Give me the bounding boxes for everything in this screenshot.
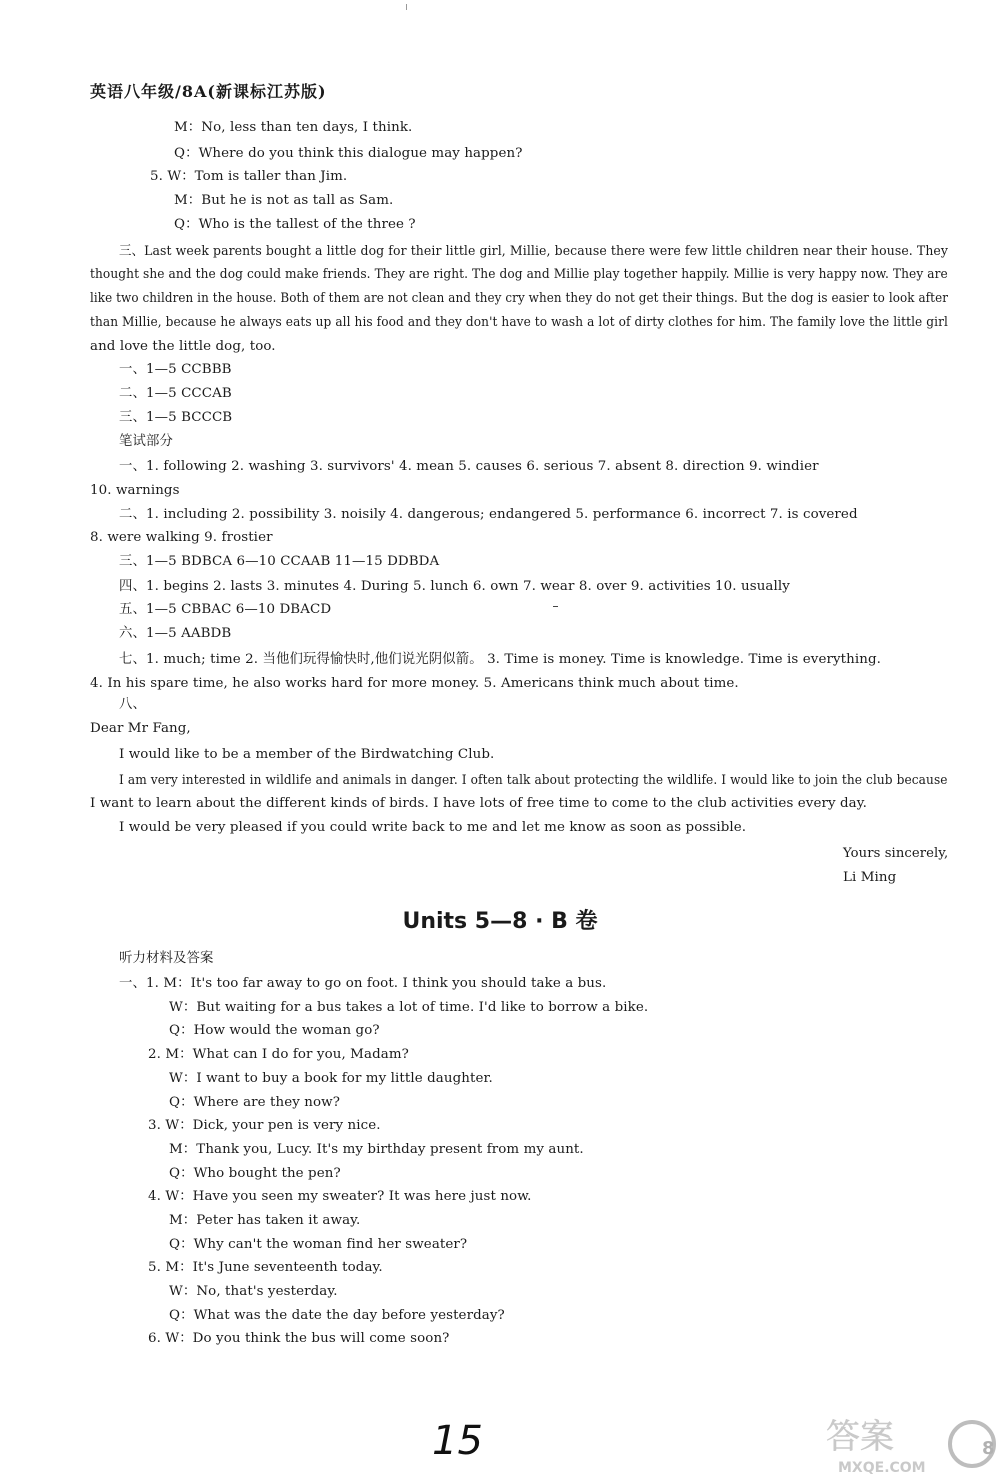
text-line: 3. W：Dick, your pen is very nice. [148, 1118, 381, 1133]
text-line: I want to learn about the different kinds of birds. I have lots of free time to come to the club activities every day. [90, 796, 868, 811]
text-line: 5. W：Tom is taller than Jim. [150, 169, 348, 184]
text-line: 三、1—5 BCCCB [119, 410, 233, 425]
text-line: M：But he is not as tall as Sam. [174, 193, 394, 208]
scan-tick-mark [406, 4, 407, 10]
text-line: Yours sincerely, [843, 846, 949, 861]
text-line: 笔试部分 [119, 434, 173, 449]
text-line: Dear Mr Fang, [90, 721, 191, 736]
watermark-logo [796, 1410, 1000, 1475]
text-line: 五、1—5 CBBAC 6—10 DBACD [119, 602, 332, 617]
text-line: 一、1. M：It's too far away to go on foot. I think you should take a bus. [119, 976, 607, 991]
text-line: W：But waiting for a bus takes a lot of time. I'd like to borrow a bike. [169, 1000, 649, 1015]
text-line: 6. W：Do you think the bus will come soon? [148, 1331, 450, 1346]
text-line: Q：Where are they now? [169, 1095, 341, 1110]
text-line: than Millie, because he always eats up all his food and they don't have to wash a lot of dirty clothes for him. The family love the little girl [90, 315, 948, 330]
text-line: M：Peter has taken it away. [169, 1213, 361, 1228]
text-line: 一、1—5 CCBBB [119, 362, 232, 377]
text-line: I would be very pleased if you could write back to me and let me know as soon as possible. [119, 820, 747, 835]
page-header: 英语八年级/8A(新课标江苏版) [90, 82, 327, 101]
section-title: Units 5—8 · B 卷 [402, 909, 598, 934]
scan-dot [553, 606, 558, 607]
text-line: 三、Last week parents bought a little dog for their little girl, Millie, because there were few little children near their house. They [119, 244, 949, 259]
handwritten-page-number: 15 [432, 1418, 483, 1464]
text-line: I am very interested in wildlife and animals in danger. I often talk about protecting the wildlife. I would like to join the club because [119, 773, 948, 788]
text-line: like two children in the house. Both of them are not clean and they cry when they do not get their things. But the dog is easier to look after [90, 291, 949, 306]
watermark-site: MXQE.COM [838, 1460, 926, 1475]
text-line: 三、1—5 BDBCA 6—10 CCAAB 11—15 DDBDA [119, 554, 440, 569]
text-line: thought she and the dog could make friends. They are right. The dog and Millie play together happily. Millie is very happy now. They are [90, 267, 948, 282]
text-line: 一、1. following 2. washing 3. survivors' 4. mean 5. causes 6. serious 7. absent 8. direction 9. windier [119, 459, 819, 474]
text-line: 四、1. begins 2. lasts 3. minutes 4. During 5. lunch 6. own 7. wear 8. over 9. activities 10. usually [119, 579, 790, 594]
text-line: M：Thank you, Lucy. It's my birthday present from my aunt. [169, 1142, 584, 1157]
watermark-text: 答案 [826, 1417, 894, 1457]
text-line: Q：Who bought the pen? [169, 1166, 341, 1181]
text-line: Li Ming [843, 870, 897, 885]
text-line: Q：Where do you think this dialogue may happen? [174, 146, 523, 161]
text-line: Q：How would the woman go? [169, 1023, 380, 1038]
text-line: 4. W：Have you seen my sweater? It was here just now. [148, 1189, 532, 1204]
text-line: 六、1—5 AABDB [119, 626, 232, 641]
text-line: 5. M：It's June seventeenth today. [148, 1260, 383, 1275]
text-line: 10. warnings [90, 483, 180, 498]
text-line: 2. M：What can I do for you, Madam? [148, 1047, 409, 1062]
text-line: I would like to be a member of the Birdwatching Club. [119, 747, 495, 762]
text-line: 二、1. including 2. possibility 3. noisily 4. dangerous; endangered 5. performance 6. incorrect 7. is covered [119, 507, 858, 522]
text-line: and love the little dog, too. [90, 339, 276, 354]
text-line: 八、 [119, 697, 146, 712]
text-line: 七、1. much; time 2. 当他们玩得愉快时,他们说光阴似箭。 3. Time is money. Time is knowledge. Time is everything. [119, 652, 881, 667]
text-line: 听力材料及答案 [119, 951, 214, 966]
svg-text:8: 8 [982, 1438, 995, 1459]
text-line: Q：Who is the tallest of the three ? [174, 217, 416, 232]
text-line: W：I want to buy a book for my little daughter. [169, 1071, 493, 1086]
text-line: W：No, that's yesterday. [169, 1284, 338, 1299]
text-line: M：No, less than ten days, I think. [174, 120, 413, 135]
text-line: 二、1—5 CCCAB [119, 386, 232, 401]
text-line: 4. In his spare time, he also works hard for more money. 5. Americans think much about time. [90, 676, 739, 691]
text-line: 8. were walking 9. frostier [90, 530, 273, 545]
text-line: Q：What was the date the day before yesterday? [169, 1308, 505, 1323]
text-line: Q：Why can't the woman find her sweater? [169, 1237, 468, 1252]
